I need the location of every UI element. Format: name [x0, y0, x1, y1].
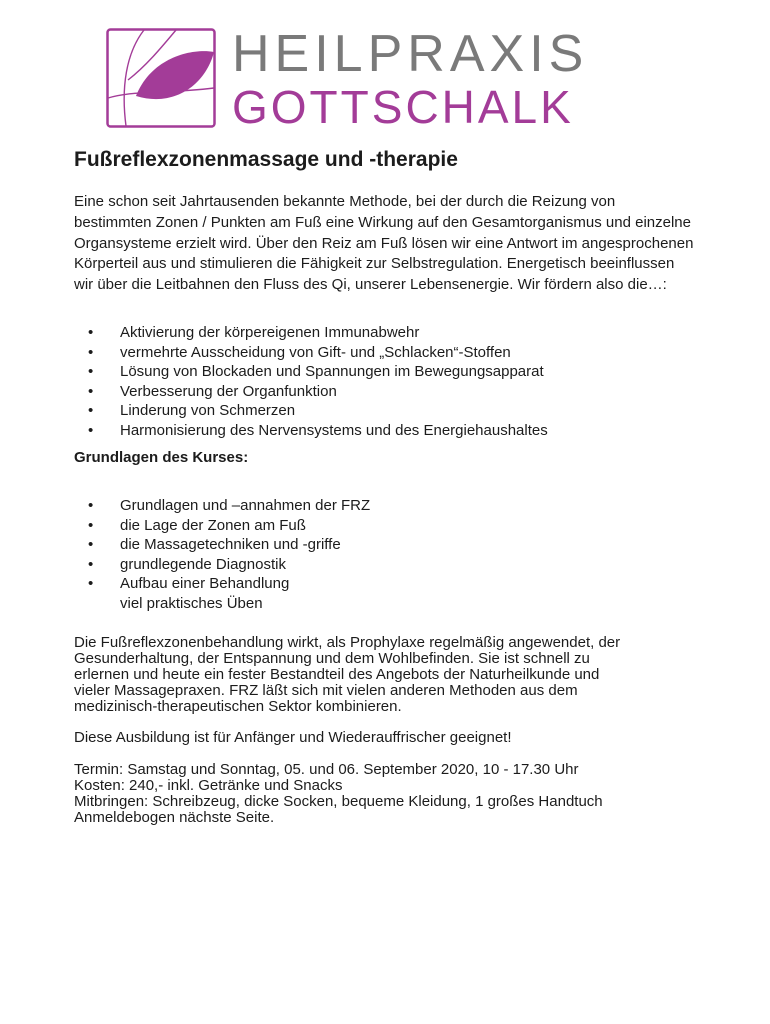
list-item-text: Verbesserung der Organfunktion: [120, 382, 337, 400]
course-heading: Grundlagen des Kurses:: [74, 449, 249, 466]
brand-name-line1: HEILPRAXIS: [232, 25, 589, 83]
list-item: [74, 574, 370, 594]
description-line: medizinisch-therapeutischen Sektor kombinieren.: [74, 698, 402, 715]
description-line: Gesunderhaltung, der Entspannung und dem Wohlbefinden. Sie ist schnell zu: [74, 650, 590, 667]
description-line: vieler Massagepraxen. FRZ läßt sich mit vielen anderen Methoden aus dem: [74, 682, 578, 699]
logo-mark-icon: [106, 28, 216, 128]
bullet: •: [88, 555, 94, 573]
list-item-text: Lösung von Blockaden und Spannungen im Bewegungsapparat: [120, 363, 544, 381]
bullet: •: [88, 363, 94, 381]
benefits-list: [74, 323, 548, 441]
logo: [106, 25, 589, 133]
bullet: •: [88, 575, 94, 593]
list-item-text: die Massagetechniken und -griffe: [120, 536, 341, 554]
bullet: •: [88, 536, 94, 554]
list-item: [74, 343, 548, 363]
list-item: [74, 362, 548, 382]
kosten-line: Kosten: 240,- inkl. Getränke und Snacks: [74, 777, 343, 794]
course-list: [74, 496, 370, 594]
list-item-text: Harmonisierung des Nervensystems und des Energiehaushaltes: [120, 421, 548, 439]
course-details: [74, 762, 714, 826]
list-item-text: Grundlagen und –annahmen der FRZ: [120, 497, 371, 514]
suitability-text: Diese Ausbildung ist für Anfänger und Wiederauffrischer geeignet!: [74, 729, 512, 746]
list-item: [74, 323, 548, 343]
list-item-text: grundlegende Diagnostik: [120, 555, 286, 573]
termin-line: Termin: Samstag und Sonntag, 05. und 06. September 2020, 10 - 17.30 Uhr: [74, 761, 579, 778]
list-item: [74, 382, 548, 402]
brand-name-line2: GOTTSCHALK: [232, 81, 574, 133]
bullet: •: [88, 497, 94, 514]
description-line: erlernen und heute ein fester Bestandteil des Angebots der Naturheilkunde und: [74, 666, 600, 683]
list-item: [74, 401, 548, 421]
page-title: Fußreflexzonenmassage und -therapie: [74, 148, 458, 171]
list-item-text: die Lage der Zonen am Fuß: [120, 516, 306, 534]
mitbringen-line: Mitbringen: Schreibzeug, dicke Socken, bequeme Kleidung, 1 großes Handtuch: [74, 793, 603, 810]
list-item: [74, 555, 370, 575]
anmeldung-line: Anmeldebogen nächste Seite.: [74, 809, 275, 826]
bullet: •: [88, 382, 94, 400]
list-item-text: Aufbau einer Behandlung: [120, 575, 290, 593]
list-item-text: Aktivierung der körpereigenen Immunabwehr: [120, 324, 420, 341]
suitability-note: [74, 730, 714, 746]
list-item-text: vermehrte Ausscheidung von Gift- und „Schlacken“-Stoffen: [120, 343, 511, 361]
list-item: [74, 496, 370, 516]
bullet: •: [88, 324, 94, 341]
bullet: •: [88, 516, 94, 534]
intro-paragraph: Eine schon seit Jahrtausenden bekannte Methode, bei der durch die Reizung von bestimmten Zonen / Punkten am Fuß eine Wirkung auf den Gesamtorganismus und einzelne Organsysteme erzielt wird. Über den Reiz am Fuß lösen wir eine Antwort im angesprochenen Körperteil aus und stimulieren die Fähigkeit zur Selbstregulation. Energetisch beeinflussen wir über die Leitbahnen den Fluss des Qi, unserer Lebensenergie. Wir fördern also die…:: [74, 193, 694, 294]
description-line: Die Fußreflexzonenbehandlung wirkt, als Prophylaxe regelmäßig angewendet, der: [74, 634, 621, 651]
description-paragraph: [74, 635, 714, 715]
list-item-text: Linderung von Schmerzen: [120, 402, 296, 420]
bullet: •: [88, 421, 94, 439]
list-item: [74, 421, 548, 441]
list-item: [74, 535, 370, 555]
course-extra-line: viel praktisches Üben: [120, 595, 263, 612]
bullet: •: [88, 343, 94, 361]
bullet: •: [88, 402, 94, 420]
list-item: [74, 516, 370, 536]
